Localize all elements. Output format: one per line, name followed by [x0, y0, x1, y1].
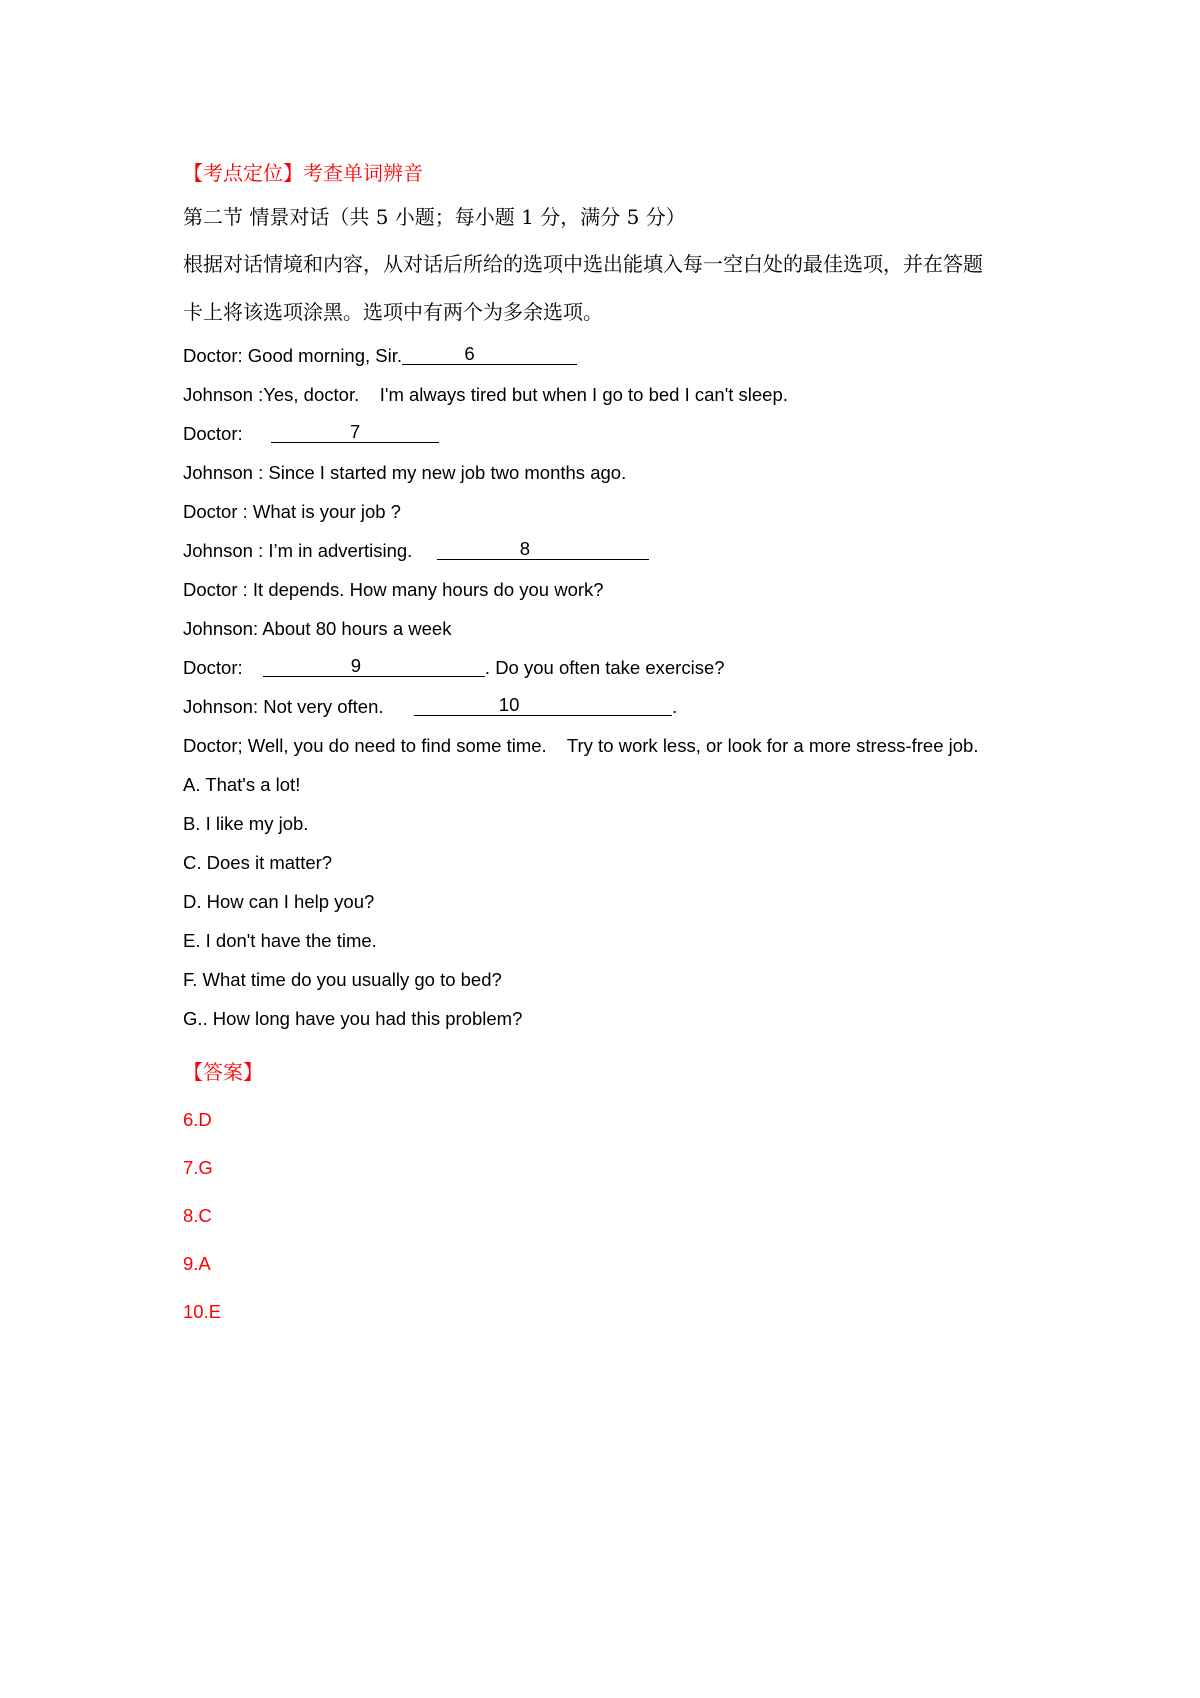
options-list — [183, 765, 1043, 1038]
answer-blank — [414, 695, 672, 716]
dialogue-line — [183, 492, 1043, 531]
answer-blank — [402, 344, 577, 365]
dialogue-text: Doctor : It depends. How many hours do you work? — [183, 579, 604, 600]
dialogue-text-after: . Do you often take exercise? — [484, 657, 725, 678]
option-a: A. That's a lot! — [183, 774, 301, 795]
blank-number: 10 — [498, 694, 520, 715]
section-title: 第二节 情景对话（共 5 小题；每小题 1 分，满分 5 分） — [183, 205, 686, 229]
answer-list — [183, 1096, 1043, 1336]
dialogue — [183, 336, 1043, 765]
option-e: E. I don't have the time. — [183, 930, 377, 951]
option-g: G.. How long have you had this problem? — [183, 1008, 523, 1029]
option-d: D. How can I help you? — [183, 891, 375, 912]
dialogue-text-after: . — [672, 696, 678, 717]
dialogue-line — [183, 531, 1043, 570]
dialogue-text: Doctor : What is your job ? — [183, 501, 401, 522]
answer-item: 10.E — [183, 1301, 222, 1322]
answer-item: 7.G — [183, 1157, 213, 1178]
dialogue-line — [183, 414, 1043, 453]
instruction-line-1: 根据对话情境和内容，从对话后所给的选项中选出能填入每一空白处的最佳选项，并在答题 — [183, 252, 983, 276]
dialogue-text: Johnson: Not very often. — [183, 696, 405, 717]
exam-point-label: 【考点定位】考查单词辨音 — [183, 161, 423, 185]
instruction-line-2: 卡上将该选项涂黑。选项中有两个为多余选项。 — [183, 300, 603, 324]
answer-item: 8.C — [183, 1205, 212, 1226]
answer-blank — [271, 422, 439, 443]
dialogue-text: Doctor: — [183, 657, 253, 678]
document-content — [183, 152, 1043, 1336]
dialogue-text: Johnson : Since I started my new job two months ago. — [183, 462, 627, 483]
dialogue-line — [183, 687, 1043, 726]
dialogue-line — [183, 648, 1043, 687]
option-f: F. What time do you usually go to bed? — [183, 969, 502, 990]
dialogue-line — [183, 453, 1043, 492]
dialogue-line — [183, 375, 1043, 414]
answer-item: 6.D — [183, 1109, 212, 1130]
dialogue-line — [183, 609, 1043, 648]
option-c: C. Does it matter? — [183, 852, 333, 873]
blank-number: 9 — [350, 655, 362, 676]
dialogue-text: Johnson: About 80 hours a week — [183, 618, 452, 639]
answer-blank — [263, 656, 485, 677]
dialogue-text: Doctor: — [183, 423, 264, 444]
dialogue-line — [183, 336, 1043, 375]
dialogue-text: Johnson : I’m in advertising. — [183, 540, 433, 561]
section-instructions — [183, 240, 1043, 336]
answer-blank — [437, 539, 649, 560]
blank-number: 8 — [519, 538, 531, 559]
dialogue-line: Doctor; Well, you do need to find some time. Try to work less, or look for a more stress-free job. — [183, 735, 979, 756]
dialogue-text: Johnson :Yes, doctor. I'm always tired but when I go to bed I can't sleep. — [183, 384, 788, 405]
option-b: B. I like my job. — [183, 813, 309, 834]
blank-number: 6 — [464, 343, 475, 364]
blank-number: 7 — [350, 421, 361, 442]
answer-label: 【答案】 — [183, 1060, 263, 1084]
dialogue-text: Doctor: Good morning, Sir. — [183, 345, 403, 366]
dialogue-line — [183, 570, 1043, 609]
answer-item: 9.A — [183, 1253, 211, 1274]
